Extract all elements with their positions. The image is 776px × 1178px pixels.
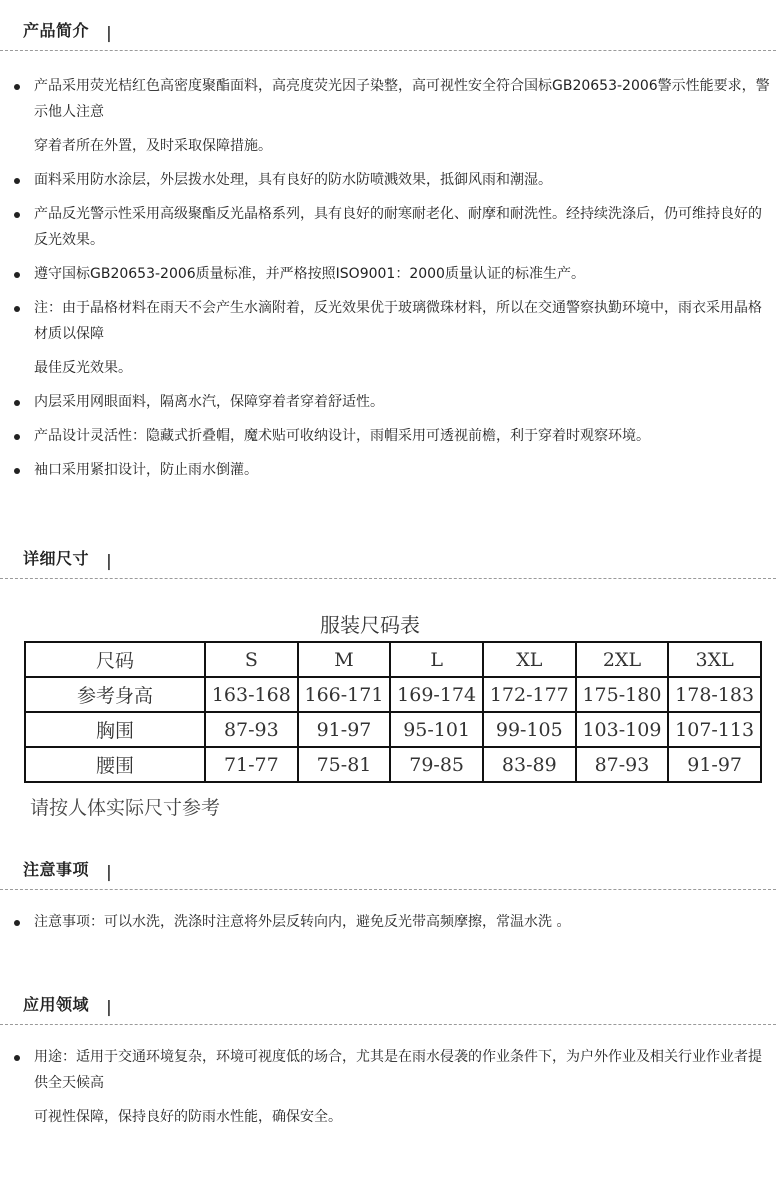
table-cell: 99-105: [483, 712, 576, 747]
table-row: [25, 712, 761, 747]
table-row: [25, 642, 761, 677]
table-cell: L: [390, 642, 483, 677]
list-item: 遵守国标GB20653-2006质量标准，并严格按照ISO9001：2000质量认证的标准生产。: [0, 261, 776, 287]
section-title-intro: 产品简介: [23, 21, 90, 40]
section-title-divider: |: [106, 23, 112, 42]
list-item: 产品设计灵活性：隐藏式折叠帽，魔术贴可收纳设计，雨帽采用可透视前檐，利于穿着时观察环境。: [0, 423, 776, 449]
section-title-divider: |: [106, 862, 112, 881]
list-item: 产品采用荧光桔红色高密度聚酯面料，高亮度荧光因子染整，高可视性安全符合国标GB20653-2006警示性能要求，警示他人注意 穿着者所在外置，及时采取保障措施。: [0, 73, 776, 159]
section-title-divider: |: [106, 997, 112, 1016]
list-item: 注意事项：可以水洗，洗涤时注意将外层反转向内，避免反光带高频摩擦，常温水洗 。: [0, 909, 776, 935]
table-cell: 胸围: [25, 712, 205, 747]
table-cell: 腰围: [25, 747, 205, 782]
notice-list: [0, 909, 776, 943]
table-cell: 95-101: [390, 712, 483, 747]
table-cell: 75-81: [298, 747, 391, 782]
table-cell: 87-93: [576, 747, 669, 782]
table-cell: 91-97: [668, 747, 761, 782]
section-title-divider: |: [106, 551, 112, 570]
section-header-size: [0, 540, 776, 579]
table-cell: 172-177: [483, 677, 576, 712]
list-item: 内层采用网眼面料，隔离水汽，保障穿着者穿着舒适性。: [0, 389, 776, 415]
table-cell: 2XL: [576, 642, 669, 677]
usage-list: [0, 1044, 776, 1138]
table-cell: 166-171: [298, 677, 391, 712]
table-row: [25, 677, 761, 712]
table-cell: 103-109: [576, 712, 669, 747]
list-item: 袖口采用紧扣设计，防止雨水倒灌。: [0, 457, 776, 483]
section-header-usage: [0, 986, 776, 1025]
table-cell: 参考身高: [25, 677, 205, 712]
table-cell: 178-183: [668, 677, 761, 712]
section-title-usage: 应用领域: [23, 995, 90, 1014]
table-cell: 79-85: [390, 747, 483, 782]
table-cell: S: [205, 642, 298, 677]
section-title-notice: 注意事项: [23, 860, 90, 879]
list-item: 面料采用防水涂层，外层拨水处理，具有良好的防水防喷溅效果，抵御风雨和潮湿。: [0, 167, 776, 193]
table-cell: M: [298, 642, 391, 677]
table-cell: 3XL: [668, 642, 761, 677]
table-cell: 163-168: [205, 677, 298, 712]
section-title-size: 详细尺寸: [23, 549, 90, 568]
list-item: 注：由于晶格材料在雨天不会产生水滴附着，反光效果优于玻璃微珠材料，所以在交通警察执勤环境中，雨衣采用晶格材质以保障 最佳反光效果。: [0, 295, 776, 381]
table-cell: 83-89: [483, 747, 576, 782]
list-item: 产品反光警示性采用高级聚酯反光晶格系列，具有良好的耐寒耐老化、耐摩和耐洗性。经持续洗涤后，仍可维持良好的反光效果。: [0, 201, 776, 253]
table-cell: 91-97: [298, 712, 391, 747]
list-item: 用途：适用于交通环境复杂，环境可视度低的场合，尤其是在雨水侵袭的作业条件下，为户外作业及相关行业作业者提供全天候高 可视性保障，保持良好的防雨水性能，确保安全。: [0, 1044, 776, 1130]
intro-list: [0, 73, 776, 491]
table-cell: XL: [483, 642, 576, 677]
section-header-intro: [0, 12, 776, 51]
table-cell: 尺码: [25, 642, 205, 677]
table-row: [25, 747, 761, 782]
section-header-notice: [0, 851, 776, 890]
table-cell: 175-180: [576, 677, 669, 712]
size-table-caption: 服装尺码表: [320, 613, 420, 637]
size-table-note: 请按人体实际尺寸参考: [30, 797, 221, 819]
size-table: [24, 641, 762, 783]
table-cell: 107-113: [668, 712, 761, 747]
table-cell: 169-174: [390, 677, 483, 712]
table-cell: 71-77: [205, 747, 298, 782]
table-cell: 87-93: [205, 712, 298, 747]
